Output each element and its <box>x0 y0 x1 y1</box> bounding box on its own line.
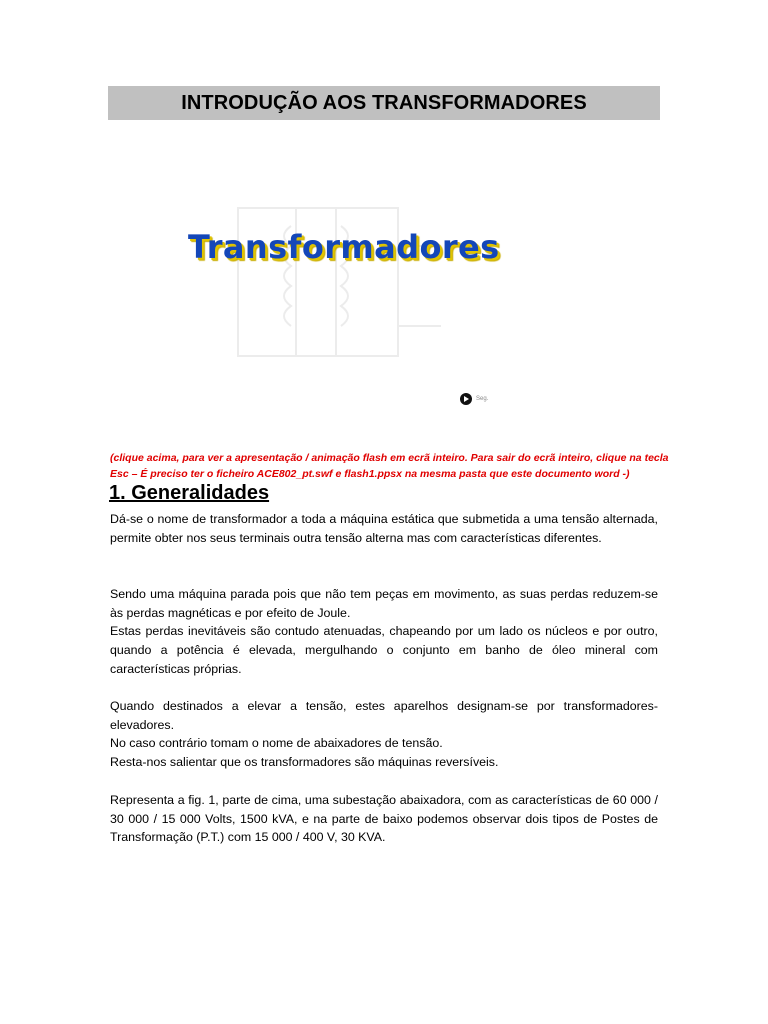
paragraph-block <box>110 697 658 772</box>
instruction-line-2: Esc – É preciso ter o ficheiro ACE802_pt.swf e flash1.ppsx na mesma pasta que este documento word -) <box>110 468 630 480</box>
paragraph: Quando destinados a elevar a tensão, estes aparelhos designam-se por transformadores-elevadores. <box>110 699 658 732</box>
instruction-note <box>110 450 669 482</box>
paragraph: Estas perdas inevitáveis são contudo atenuadas, chapeando por um lado os núcleos e por outro, quando a potência é elevada, mergulhando o conjunto em banho de óleo mineral com características próprias. <box>110 624 658 676</box>
title-banner <box>108 86 660 120</box>
flash-animation-preview[interactable] <box>140 150 540 410</box>
paragraph: Sendo uma máquina parada pois que não tem peças em movimento, as suas perdas reduzem-se às perdas magnéticas e por efeito de Joule. <box>110 587 658 620</box>
paragraph: No caso contrário tomam o nome de abaixadores de tensão. <box>110 736 443 751</box>
instruction-line-1: (clique acima, para ver a apresentação / animação flash em ecrã inteiro. Para sair do ecrã inteiro, clique na tecla <box>110 452 669 464</box>
paragraph-block <box>110 510 658 547</box>
play-control[interactable] <box>460 393 488 405</box>
paragraph-block <box>110 791 658 847</box>
paragraph-block <box>110 585 658 679</box>
play-label: Seg. <box>476 396 489 402</box>
section-heading: 1. Generalidades <box>109 482 270 504</box>
play-icon[interactable] <box>460 393 472 405</box>
flash-title: Transformadores <box>188 228 500 266</box>
paragraph: Resta-nos salientar que os transformadores são máquinas reversíveis. <box>110 755 499 770</box>
paragraph: Representa a fig. 1, parte de cima, uma subestação abaixadora, com as características de 60 000 / 30 000 / 15 000 Volts, 1500 kVA, e na parte de baixo podemos observar dois tipos de Postes de Transformação (P.T.) com 15 000 / 400 V, 30 KVA. <box>110 793 658 845</box>
paragraph: Dá-se o nome de transformador a toda a máquina estática que submetida a uma tensão alternada, permite obter nos seus terminais outra tensão alterna mas com características diferentes. <box>110 512 658 545</box>
page-title: INTRODUÇÃO AOS TRANSFORMADORES <box>181 91 587 114</box>
